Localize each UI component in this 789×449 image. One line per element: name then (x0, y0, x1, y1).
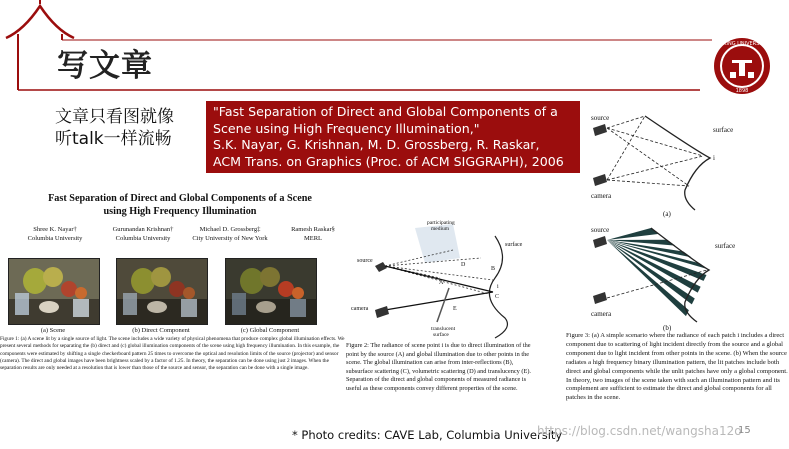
scene-photo (8, 258, 100, 325)
illumination-stripe (607, 228, 659, 240)
fig2-label-source: source (357, 258, 373, 264)
paper-title-line: Fast Separation of Direct and Global Components of a Scene (48, 193, 312, 204)
author-block (98, 225, 188, 243)
citation-line: "Fast Separation of Direct and Global Components of a (213, 104, 558, 119)
author-affiliation: MERL (303, 235, 323, 242)
svg-text:1898: 1898 (735, 88, 749, 94)
author-affiliation: Columbia University (27, 235, 83, 242)
fig2-label-medium-1: participating (427, 220, 455, 226)
fig2-label-translucent-1: translucent (431, 326, 456, 332)
photo-credits: * Photo credits: CAVE Lab, Columbia University (292, 428, 563, 442)
photo-caption: (a) Scene (40, 327, 66, 334)
author-affiliation: City University of New York (192, 235, 268, 242)
fig2-label-C: C (495, 294, 500, 300)
citation-box (206, 101, 580, 173)
direct-component-photo (116, 258, 208, 325)
fig3b-label: (b) (663, 324, 672, 332)
fig3b-label-source: source (591, 226, 610, 234)
fig3a-label-i: i (713, 154, 715, 162)
illumination-stripe (607, 240, 695, 304)
global-component-photo (225, 258, 317, 325)
paper-title-line: using High Frequency Illumination (103, 206, 257, 217)
figure3a-diagram (585, 100, 765, 220)
figure3-caption: Figure 3: (a) A simple scenario where the radiance of each patch i includes a direct component due to scattering of light incident directly from the source and a global component due to light incident from other points in the scene. (b) When the source radiates a high frequency binary illumination pattern, the lit patches include both direct and global components while the unlit patches have only a global component. In theory, two images of the scene taken with such an illumination pattern and its complement are sufficient to estimate the direct and global components for all patches in the scene. (566, 332, 788, 402)
fig2-label-medium-2: medium (431, 226, 450, 232)
fig3a-label-source: source (591, 114, 610, 122)
slide-subtitle (55, 106, 174, 150)
svg-text:PEKING UNIVERSITY: PEKING UNIVERSITY (717, 41, 767, 47)
author-name: Michael D. Grossberg‡ (199, 226, 261, 233)
photo-caption: (c) Global Component (240, 327, 300, 334)
page-number: 15 (738, 425, 751, 436)
citation-line: S.K. Nayar, G. Krishnan, M. D. Grossberg, R. Raskar, (213, 137, 540, 152)
figure1-caption: Figure 1: (a) A scene lit by a single source of light. The scene includes a wide variety of physical phenomena that produce complex global illumination effects. We present several methods for separating the (b) direct and (c) global illumination components of the scene using high frequency illumination. In this example, the components were estimated by shifting a single checkerboard pattern 25 times to overcome the optical and resolution limits of the source (projector) and sensor (camera). The direct and global images have been brightness scaled by a factor of 1.25. In theory, the separation can be done using just 2 images. When the separation results are only needed at a resolution that is lower than those of the source and sensor, the separation can be done with a single image. (0, 336, 345, 372)
fig3a-label-surface: surface (713, 126, 734, 134)
fig3a-label-camera: camera (591, 192, 612, 200)
fig2-label-i: i (497, 284, 499, 290)
fig3b-label-surface: surface (715, 242, 736, 250)
photo-caption: (b) Direct Component (132, 327, 190, 334)
subtitle-line: 文章只看图就像 (55, 107, 174, 127)
slide-title: 写文章 (57, 48, 153, 84)
subtitle-line: 听talk一样流畅 (55, 129, 172, 149)
blog-watermark: https://blog.csdn.net/wangsha12o (537, 424, 742, 438)
university-seal-logo (712, 36, 772, 96)
author-name: Gurunandan Krishnan† (112, 226, 174, 233)
paper-title (0, 192, 360, 218)
figure2-caption: Figure 2: The radiance of scene point i is due to direct illumination of the point by the source (A) and global illumination due to other points in the scene. The global illumination can arise from inter-reflections (B), subsurface scattering (C), volumetric scattering (D) and translucency (E). Separation of the direct and global components of measured radiance is useful as these components convey different properties of the scene. (346, 342, 531, 392)
citation-line: ACM Trans. on Graphics (Proc. of ACM SIGGRAPH), 2006 (213, 153, 564, 169)
fig2-label-surface: surface (505, 242, 523, 248)
author-block (10, 225, 100, 243)
author-block (180, 225, 280, 243)
fig2-label-B: B (491, 266, 496, 272)
fig2-label-camera: camera (351, 306, 369, 312)
fig3a-label: (a) (663, 210, 671, 218)
fig2-label-D: D (461, 262, 466, 268)
author-name: Shree K. Nayar† (33, 226, 77, 233)
figure3b-diagram (585, 222, 765, 332)
fig2-label-translucent-2: surface (433, 332, 449, 338)
author-name: Ramesh Raskar§ (291, 226, 335, 233)
citation-line: Scene using High Frequency Illumination," (213, 120, 480, 136)
fig2-label-E: E (453, 306, 457, 312)
fig2-label-A: A (439, 280, 444, 286)
author-affiliation: Columbia University (115, 235, 171, 242)
figure2-diagram (345, 218, 545, 340)
fig3b-label-camera: camera (591, 310, 612, 318)
